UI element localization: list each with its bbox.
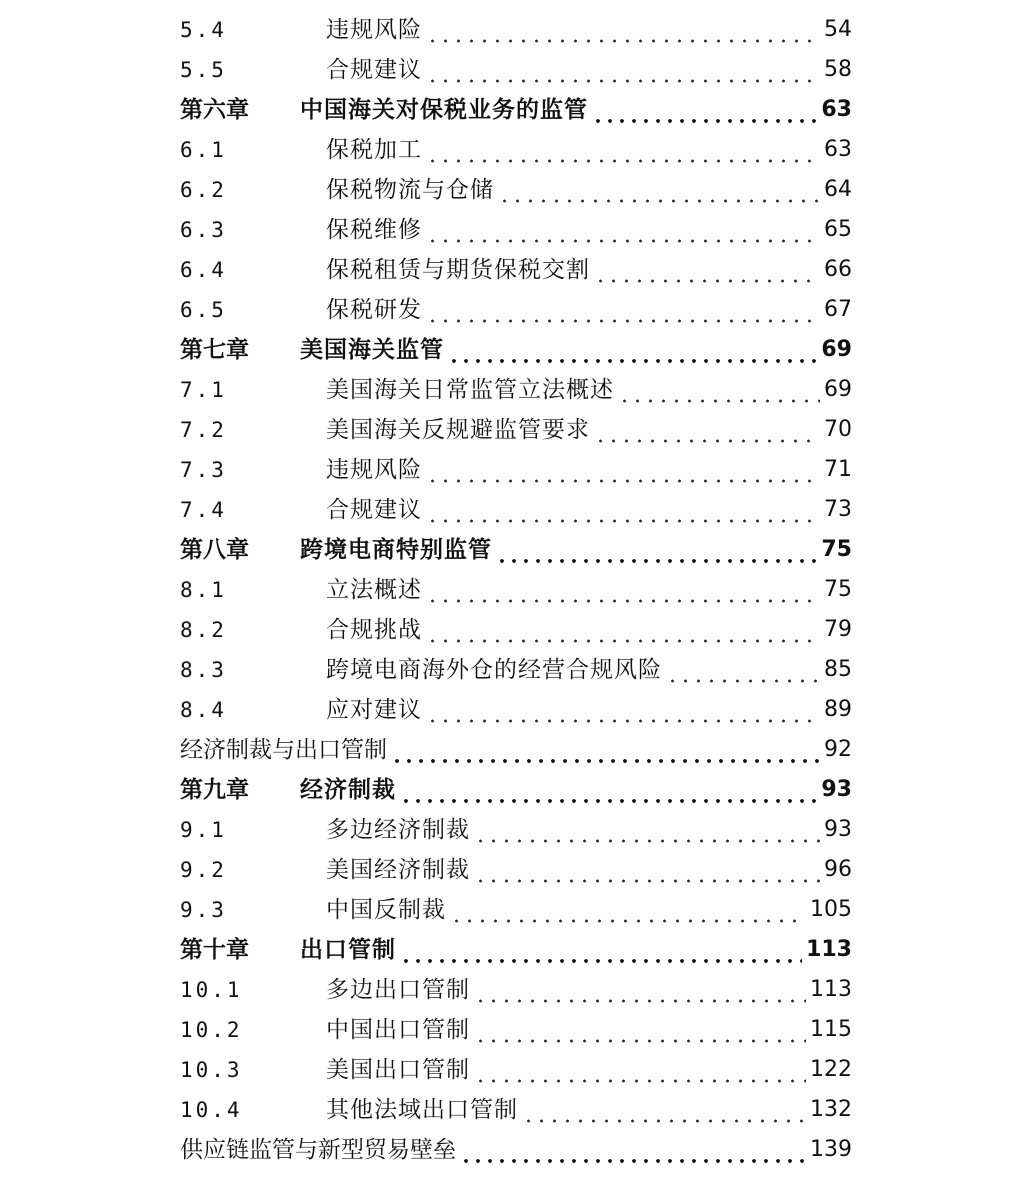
toc-page-number: 63 <box>821 97 852 122</box>
toc-page-number: 113 <box>810 977 852 1002</box>
toc-entry-title: 美国海关日常监管立法概述 <box>326 377 614 403</box>
toc-section-row[interactable] <box>180 650 852 690</box>
toc-entry-title: 保税研发 <box>326 297 422 323</box>
toc-section-row[interactable] <box>180 570 852 610</box>
toc-page-number: 79 <box>824 617 852 642</box>
toc-page-number: 139 <box>810 1137 852 1162</box>
toc-section-row[interactable] <box>180 890 852 930</box>
toc-page-number: 105 <box>810 897 852 922</box>
toc-section-row[interactable] <box>180 370 852 410</box>
dot-leader <box>474 850 820 890</box>
dot-leader <box>448 330 817 370</box>
toc-entry-title: 跨境电商海外仓的经营合规风险 <box>326 657 662 683</box>
dot-leader <box>594 250 820 290</box>
dot-leader <box>400 930 802 970</box>
dot-leader <box>592 90 817 130</box>
toc-page-number: 63 <box>824 137 852 162</box>
toc-entry-title: 保税租赁与期货保税交割 <box>326 257 590 283</box>
toc-section-row[interactable] <box>180 850 852 890</box>
toc-entry-number: 6.5 <box>180 298 227 322</box>
dot-leader <box>474 1010 806 1050</box>
toc-entry-title: 违规风险 <box>326 457 422 483</box>
toc-part-row[interactable] <box>180 730 852 770</box>
dot-leader <box>496 530 817 570</box>
dot-leader <box>522 1090 806 1130</box>
toc-page-number: 67 <box>824 297 852 322</box>
toc-entry-number: 第七章 <box>180 337 249 363</box>
toc-entry-number: 5.4 <box>180 18 227 42</box>
toc-entry-title: 违规风险 <box>326 17 422 43</box>
toc-entry-title: 中国反制裁 <box>326 897 446 923</box>
toc-page-number: 54 <box>824 17 852 42</box>
toc-section-row[interactable] <box>180 130 852 170</box>
toc-page-number: 89 <box>824 697 852 722</box>
toc-page-number: 71 <box>824 457 852 482</box>
toc-section-row[interactable] <box>180 210 852 250</box>
toc-entry-number: 第九章 <box>180 777 249 803</box>
toc-entry-title: 出口管制 <box>300 937 396 963</box>
toc-entry-number: 7.2 <box>180 418 227 442</box>
toc-section-row[interactable] <box>180 450 852 490</box>
toc-page-number: 73 <box>824 497 852 522</box>
dot-leader <box>426 450 820 490</box>
toc-page-number: 66 <box>824 257 852 282</box>
toc-section-row[interactable] <box>180 170 852 210</box>
toc-entry-title: 保税物流与仓储 <box>326 177 494 203</box>
toc-entry-title: 合规建议 <box>326 497 422 523</box>
toc-page-number: 65 <box>824 217 852 242</box>
toc-chapter-row[interactable] <box>180 530 852 570</box>
toc-entry-number: 10.4 <box>180 1098 243 1122</box>
toc-entry-number: 7.4 <box>180 498 227 522</box>
dot-leader <box>474 1050 806 1090</box>
toc-entry-title: 立法概述 <box>326 577 422 603</box>
toc-section-row[interactable] <box>180 1050 852 1090</box>
dot-leader <box>460 1130 806 1170</box>
toc-entry-title: 合规建议 <box>326 57 422 83</box>
toc-page-number: 69 <box>824 377 852 402</box>
toc-entry-number: 9.3 <box>180 898 227 922</box>
toc-entry-number: 10.2 <box>180 1018 243 1042</box>
toc-page-number: 115 <box>810 1017 852 1042</box>
toc-chapter-row[interactable] <box>180 330 852 370</box>
toc-entry-number: 第六章 <box>180 97 249 123</box>
toc-entry-number: 8.3 <box>180 658 227 682</box>
dot-leader <box>426 10 820 50</box>
dot-leader <box>498 170 820 210</box>
toc-entry-title: 其他法域出口管制 <box>326 1097 518 1123</box>
toc-entry-number: 6.4 <box>180 258 227 282</box>
table-of-contents <box>180 10 852 1170</box>
dot-leader <box>666 650 820 690</box>
toc-entry-title: 多边出口管制 <box>326 977 470 1003</box>
toc-entry-number: 7.3 <box>180 458 227 482</box>
dot-leader <box>400 770 817 810</box>
toc-section-row[interactable] <box>180 250 852 290</box>
toc-entry-title: 美国经济制裁 <box>326 857 470 883</box>
toc-section-row[interactable] <box>180 610 852 650</box>
toc-entry-number: 6.3 <box>180 218 227 242</box>
dot-leader <box>426 50 820 90</box>
toc-entry-number: 7.1 <box>180 378 227 402</box>
toc-section-row[interactable] <box>180 10 852 50</box>
toc-page-number: 122 <box>810 1057 852 1082</box>
toc-entry-title: 经济制裁与出口管制 <box>180 737 387 763</box>
toc-entry-number: 8.2 <box>180 618 227 642</box>
toc-page-number: 132 <box>810 1097 852 1122</box>
toc-section-row[interactable] <box>180 1010 852 1050</box>
toc-entry-number: 6.1 <box>180 138 227 162</box>
toc-entry-title: 供应链监管与新型贸易壁垒 <box>180 1137 456 1163</box>
toc-page-number: 70 <box>824 417 852 442</box>
toc-entry-title: 多边经济制裁 <box>326 817 470 843</box>
toc-entry-title: 中国海关对保税业务的监管 <box>300 97 588 123</box>
toc-page-number: 85 <box>824 657 852 682</box>
toc-page-number: 113 <box>806 937 852 962</box>
toc-entry-number: 9.2 <box>180 858 227 882</box>
toc-entry-title: 应对建议 <box>326 697 422 723</box>
toc-section-row[interactable] <box>180 970 852 1010</box>
dot-leader <box>474 970 806 1010</box>
toc-entry-title: 合规挑战 <box>326 617 422 643</box>
dot-leader <box>426 490 820 530</box>
toc-entry-number: 第十章 <box>180 937 249 963</box>
dot-leader <box>594 410 820 450</box>
toc-page-number: 69 <box>821 337 852 362</box>
dot-leader <box>450 890 806 930</box>
toc-page-number: 96 <box>824 857 852 882</box>
dot-leader <box>426 290 820 330</box>
toc-entry-number: 10.1 <box>180 978 243 1002</box>
toc-entry-number: 6.2 <box>180 178 227 202</box>
dot-leader <box>426 690 820 730</box>
toc-entry-number: 10.3 <box>180 1058 243 1082</box>
dot-leader <box>426 570 820 610</box>
dot-leader <box>391 730 820 770</box>
toc-section-row[interactable] <box>180 810 852 850</box>
dot-leader <box>426 210 820 250</box>
dot-leader <box>474 810 820 850</box>
toc-entry-title: 中国出口管制 <box>326 1017 470 1043</box>
toc-entry-title: 美国海关反规避监管要求 <box>326 417 590 443</box>
toc-page-number: 75 <box>821 537 852 562</box>
toc-section-row[interactable] <box>180 1090 852 1130</box>
toc-entry-number: 9.1 <box>180 818 227 842</box>
dot-leader <box>618 370 820 410</box>
toc-entry-number: 5.5 <box>180 58 227 82</box>
toc-part-row[interactable] <box>180 1130 852 1170</box>
toc-chapter-row[interactable] <box>180 770 852 810</box>
toc-entry-title: 保税维修 <box>326 217 422 243</box>
toc-entry-number: 8.4 <box>180 698 227 722</box>
toc-page-number: 75 <box>824 577 852 602</box>
toc-entry-number: 8.1 <box>180 578 227 602</box>
toc-chapter-row[interactable] <box>180 930 852 970</box>
toc-entry-title: 跨境电商特别监管 <box>300 537 492 563</box>
toc-entry-title: 保税加工 <box>326 137 422 163</box>
toc-entry-title: 美国海关监管 <box>300 337 444 363</box>
dot-leader <box>426 130 820 170</box>
toc-page-number: 93 <box>821 777 852 802</box>
toc-section-row[interactable] <box>180 690 852 730</box>
toc-page-number: 64 <box>824 177 852 202</box>
toc-section-row[interactable] <box>180 50 852 90</box>
toc-entry-number: 第八章 <box>180 537 249 563</box>
toc-entry-title: 美国出口管制 <box>326 1057 470 1083</box>
toc-section-row[interactable] <box>180 410 852 450</box>
toc-page-number: 93 <box>824 817 852 842</box>
toc-page-number: 58 <box>824 57 852 82</box>
toc-section-row[interactable] <box>180 490 852 530</box>
toc-page-number: 92 <box>824 737 852 762</box>
toc-chapter-row[interactable] <box>180 90 852 130</box>
toc-section-row[interactable] <box>180 290 852 330</box>
toc-entry-title: 经济制裁 <box>300 777 396 803</box>
dot-leader <box>426 610 820 650</box>
